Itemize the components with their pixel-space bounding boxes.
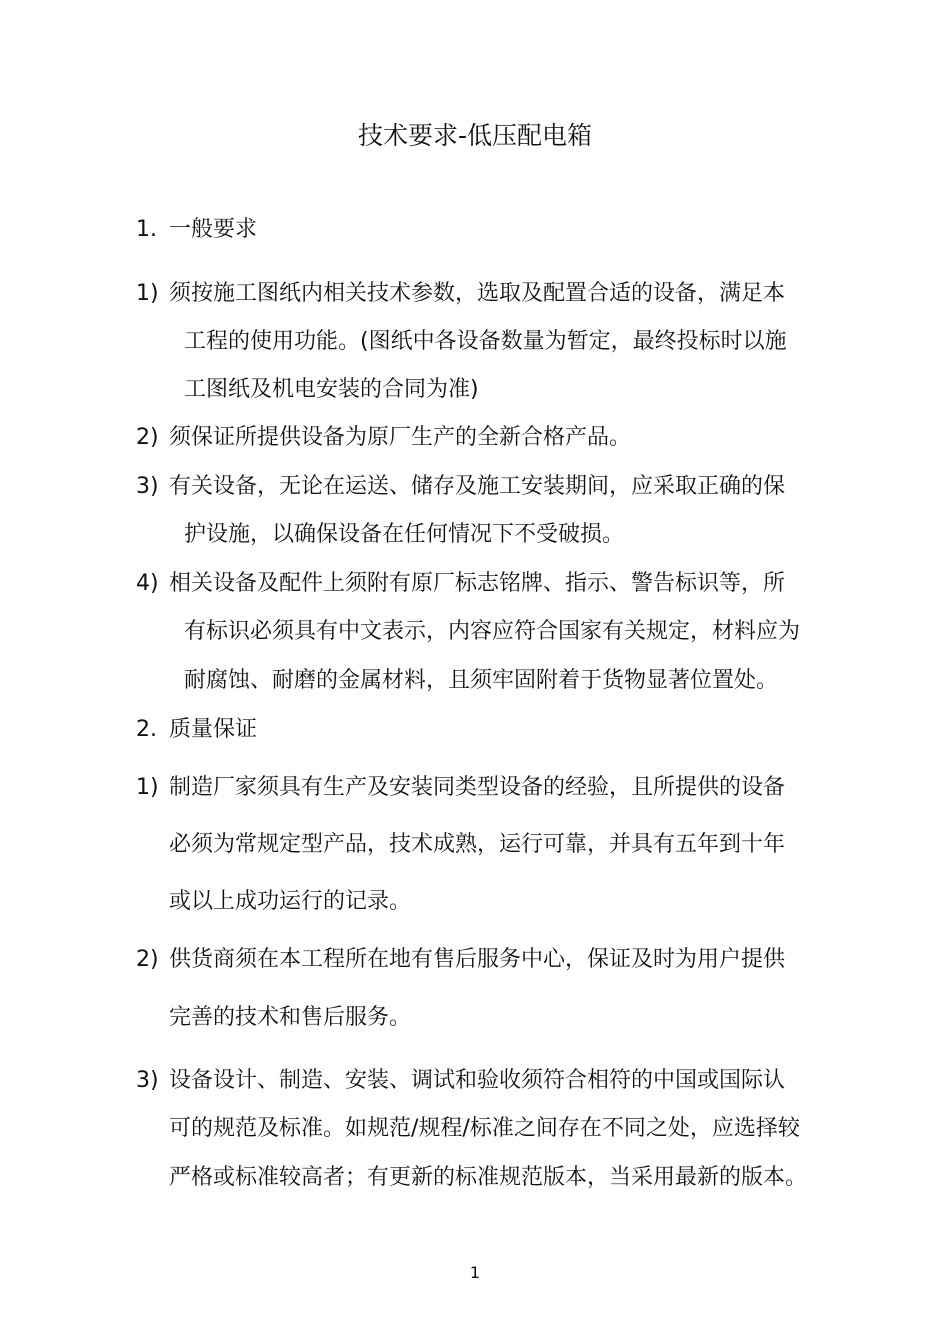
page-title: 技术要求-低压配电箱: [357, 121, 593, 150]
item-text-line: 设备设计、制造、安装、调试和验收须符合相符的中国或国际认: [169, 1068, 786, 1093]
item-text-line: 严格或标准较高者；有更新的标准规范版本，当采用最新的版本。: [169, 1165, 808, 1190]
item-number: 1): [136, 281, 159, 306]
item-number: 3): [136, 1068, 159, 1093]
item-text-line: 耐腐蚀、耐磨的金属材料，且须牢固附着于货物显著位置处。: [184, 668, 779, 693]
page-number: 1: [469, 1263, 481, 1282]
item-text-line: 相关设备及配件上须附有原厂标志铭牌、指示、警告标识等，所: [169, 571, 786, 596]
section-title: 一般要求: [169, 217, 258, 242]
item-text-line: 须保证所提供设备为原厂生产的全新合格产品。: [169, 425, 632, 450]
item-text-line: 完善的技术和售后服务。: [169, 1005, 412, 1030]
item-text-line: 制造厂家须具有生产及安装同类型设备的经验，且所提供的设备: [169, 775, 786, 800]
item-text-line: 有标识必须具有中文表示，内容应符合国家有关规定，材料应为: [184, 619, 801, 644]
section-title: 质量保证: [169, 717, 258, 742]
item-text-line: 护设施，以确保设备在任何情况下不受破损。: [184, 522, 625, 547]
item-text-line: 必须为常规定型产品，技术成熟，运行可靠，并具有五年到十年: [169, 832, 786, 857]
item-number: 3): [136, 474, 159, 499]
item-number: 2): [136, 947, 159, 972]
item-text-line: 工图纸及机电安装的合同为准): [184, 377, 479, 402]
item-text-line: 有关设备，无论在运送、储存及施工安装期间，应采取正确的保: [169, 474, 786, 499]
item-text-line: 供货商须在本工程所在地有售后服务中心，保证及时为用户提供: [169, 947, 786, 972]
item-number: 2): [136, 425, 159, 450]
item-number: 1): [136, 775, 159, 800]
item-text-line: 可的规范及标准。如规范/规程/标准之间存在不同之处，应选择较: [169, 1116, 800, 1141]
section-number: 2.: [136, 717, 157, 742]
item-number: 4): [136, 571, 159, 596]
section-number: 1.: [136, 217, 157, 242]
item-text-line: 工程的使用功能。(图纸中各设备数量为暂定，最终投标时以施: [184, 329, 787, 354]
item-text-line: 或以上成功运行的记录。: [169, 889, 412, 914]
item-text-line: 须按施工图纸内相关技术参数，选取及配置合适的设备，满足本: [169, 281, 786, 306]
